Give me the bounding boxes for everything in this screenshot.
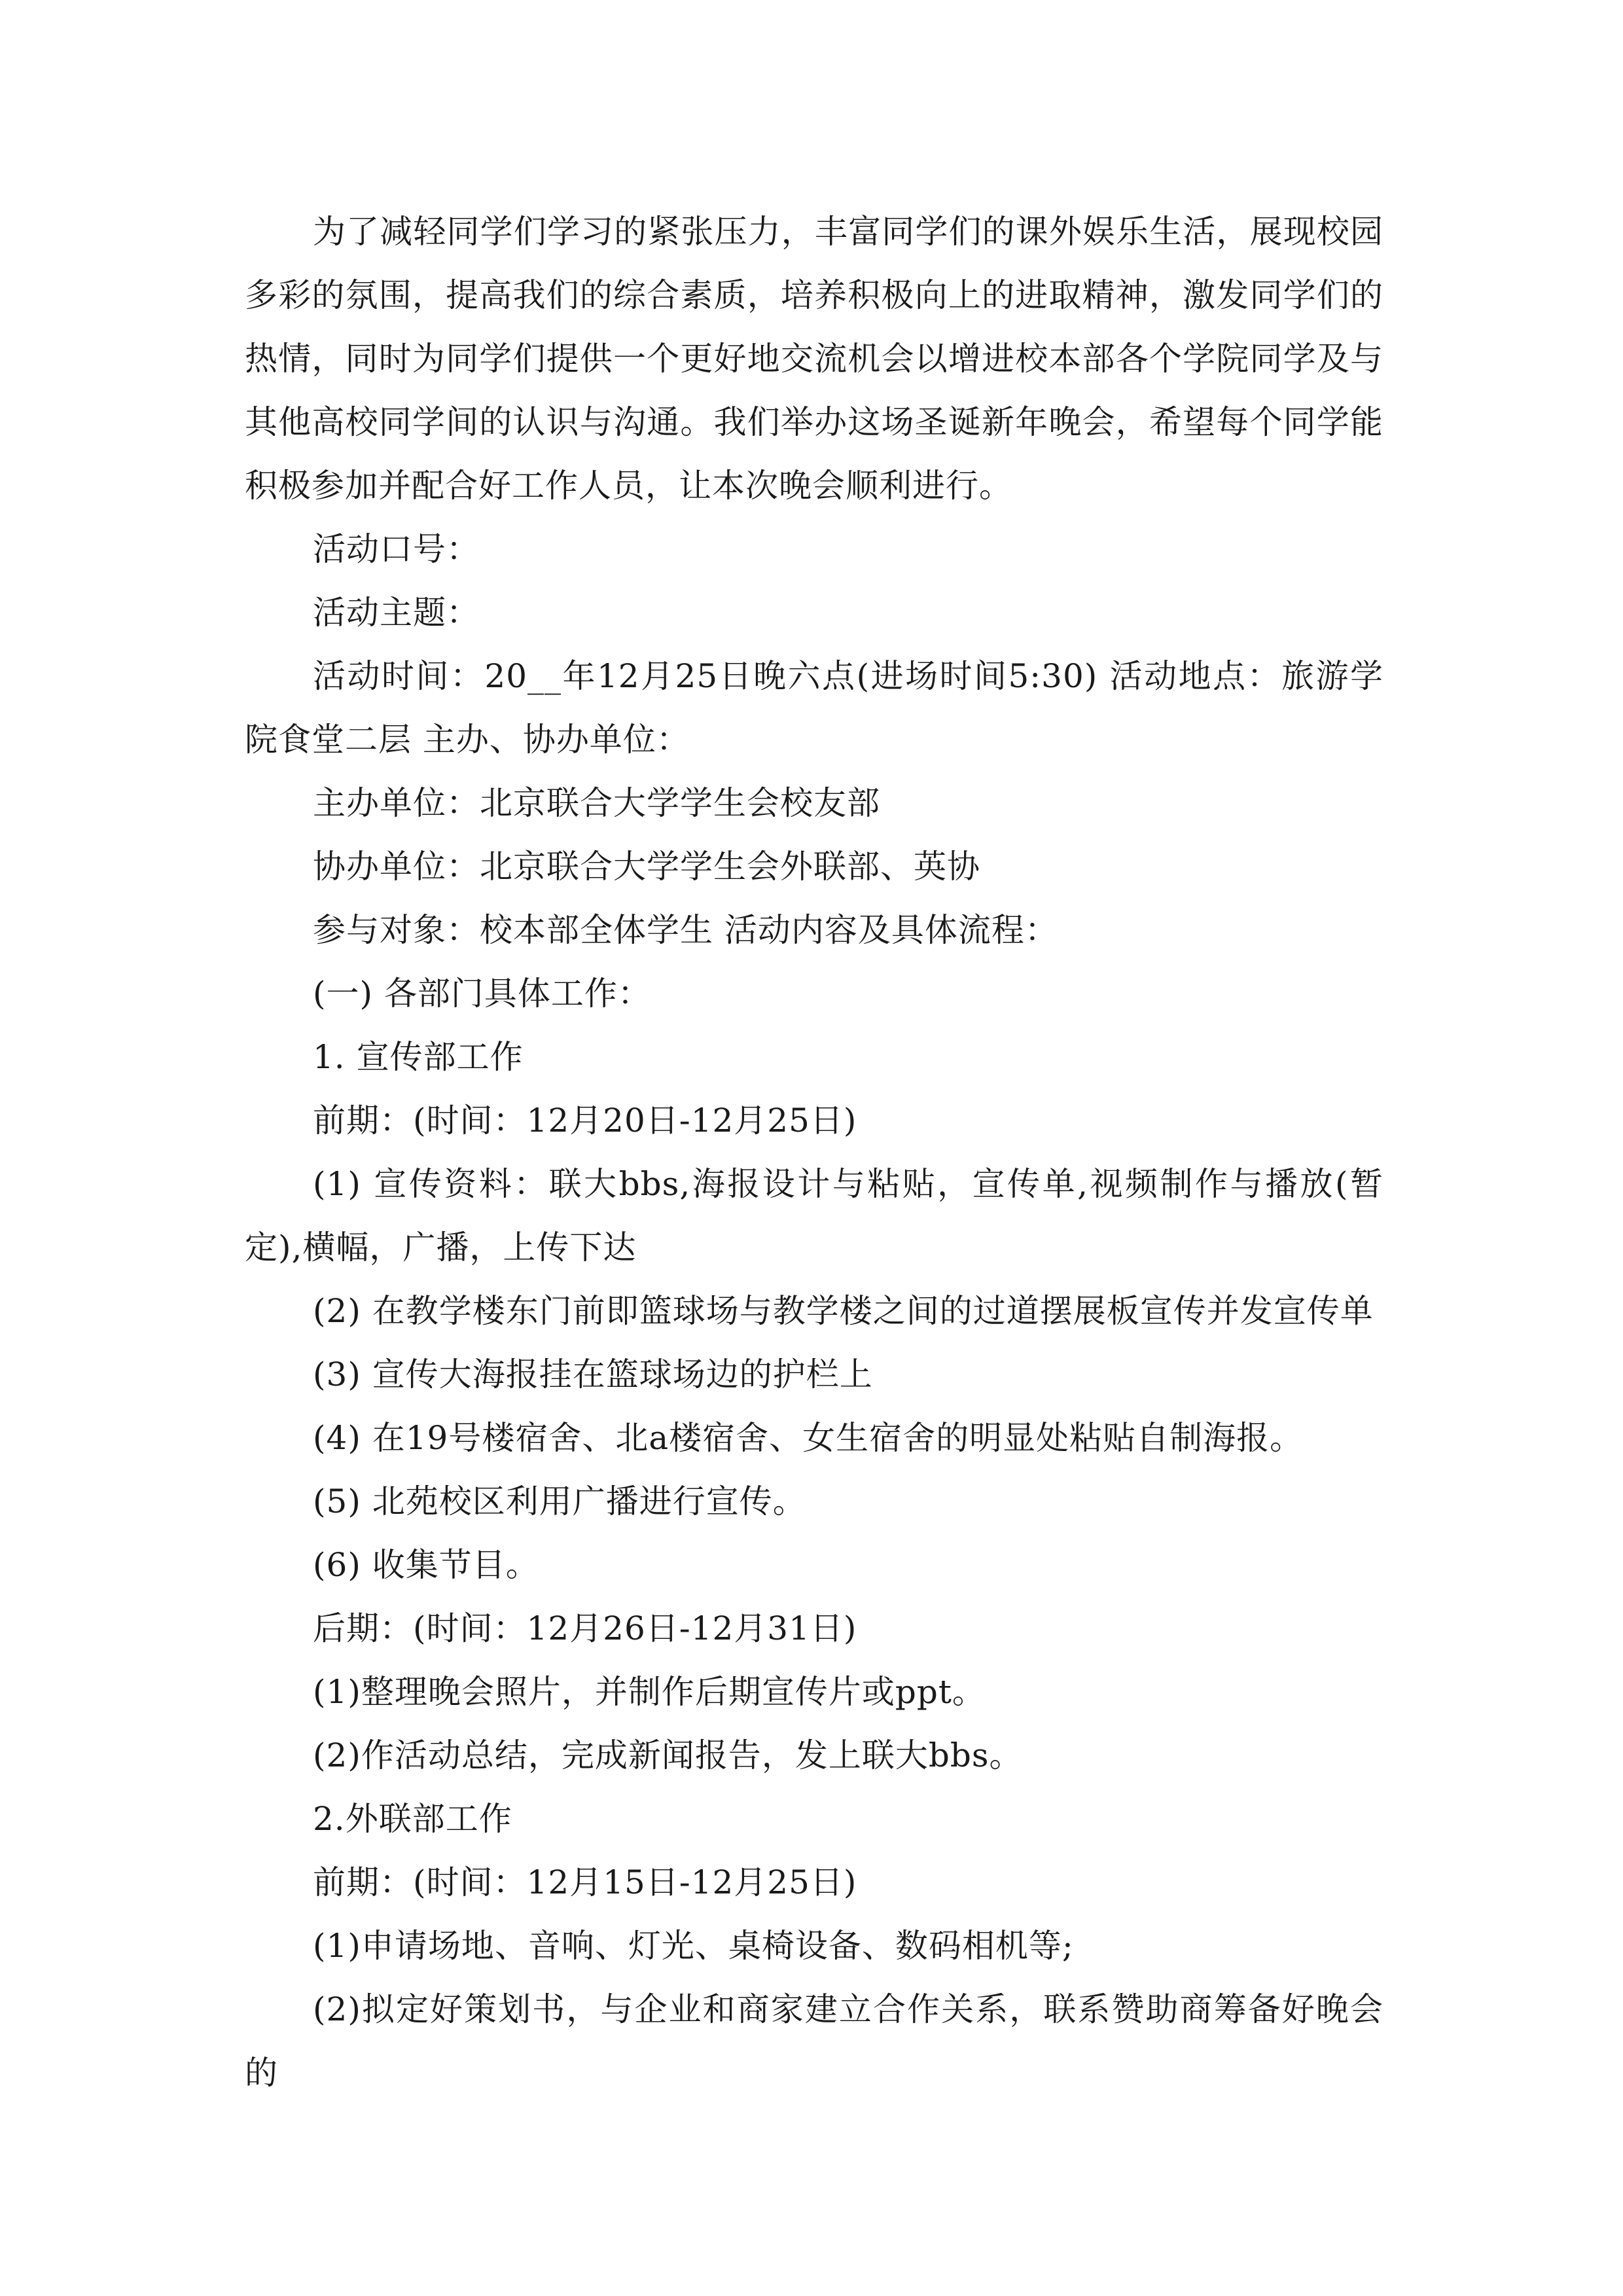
paragraph-item: (2)拟定好策划书，与企业和商家建立合作关系，联系赞助商筹备好晚会的 [245, 1990, 1383, 2092]
paragraph-slogan: 活动口号： [313, 530, 480, 568]
paragraph-publicity-late: 后期：(时间：12月26日-12月31日) [313, 1609, 857, 1647]
paragraph-intro: 为了减轻同学们学习的紧张压力，丰富同学们的课外娱乐生活，展现校园多彩的氛围，提高我们的综合素质，培养积极向上的进取精神，激发同学们的热情，同时为同学们提供一个更好地交流机会以增进校本部各个学院同学及与其他高校同学间的认识与沟通。我们举办这场圣诞新年晚会，希望每个同学能积极参加并配合好工作人员，让本次晚会顺利进行。 [245, 213, 1383, 505]
paragraph-outreach-early: 前期：(时间：12月15日-12月25日) [313, 1863, 857, 1901]
paragraph-item: (4) 在19号楼宿舍、北a楼宿舍、女生宿舍的明显处粘贴自制海报。 [313, 1419, 1304, 1457]
paragraph-publicity-early: 前期：(时间：12月20日-12月25日) [313, 1102, 857, 1139]
paragraph-item: (1)整理晚会照片，并制作后期宣传片或ppt。 [313, 1673, 986, 1711]
paragraph-publicity-heading: 1. 宣传部工作 [313, 1038, 524, 1076]
paragraph-item: (2) 在教学楼东门前即篮球场与教学楼之间的过道摆展板宣传并发宣传单 [313, 1292, 1374, 1330]
paragraph-item: (6) 收集节目。 [313, 1546, 539, 1584]
paragraph-participants: 参与对象：校本部全体学生 活动内容及具体流程： [313, 911, 1058, 949]
paragraph-section-heading: (一) 各部门具体工作： [313, 975, 651, 1013]
document-body [245, 200, 1383, 2105]
paragraph-outreach-heading: 2.外联部工作 [313, 1800, 512, 1838]
paragraph-item: (2)作活动总结，完成新闻报告，发上联大bbs。 [313, 1736, 1023, 1774]
paragraph-theme: 活动主题： [313, 594, 480, 632]
paragraph-item: (3) 宣传大海报挂在篮球场边的护栏上 [313, 1355, 873, 1393]
paragraph-time-location: 活动时间：20__年12月25日晚六点(进场时间5:30) 活动地点：旅游学院食堂二层 主办、协办单位： [245, 657, 1383, 759]
paragraph-organizer: 主办单位：北京联合大学学生会校友部 [313, 784, 880, 822]
paragraph-item: (1) 宣传资料：联大bbs,海报设计与粘贴，宣传单,视频制作与播放(暂定),横幅，广播，上传下达 [245, 1165, 1383, 1266]
paragraph-item: (1)申请场地、音响、灯光、桌椅设备、数码相机等; [313, 1927, 1074, 1965]
paragraph-item: (5) 北苑校区利用广播进行宣传。 [313, 1482, 806, 1520]
paragraph-co-organizer: 协办单位：北京联合大学学生会外联部、英协 [313, 848, 980, 886]
